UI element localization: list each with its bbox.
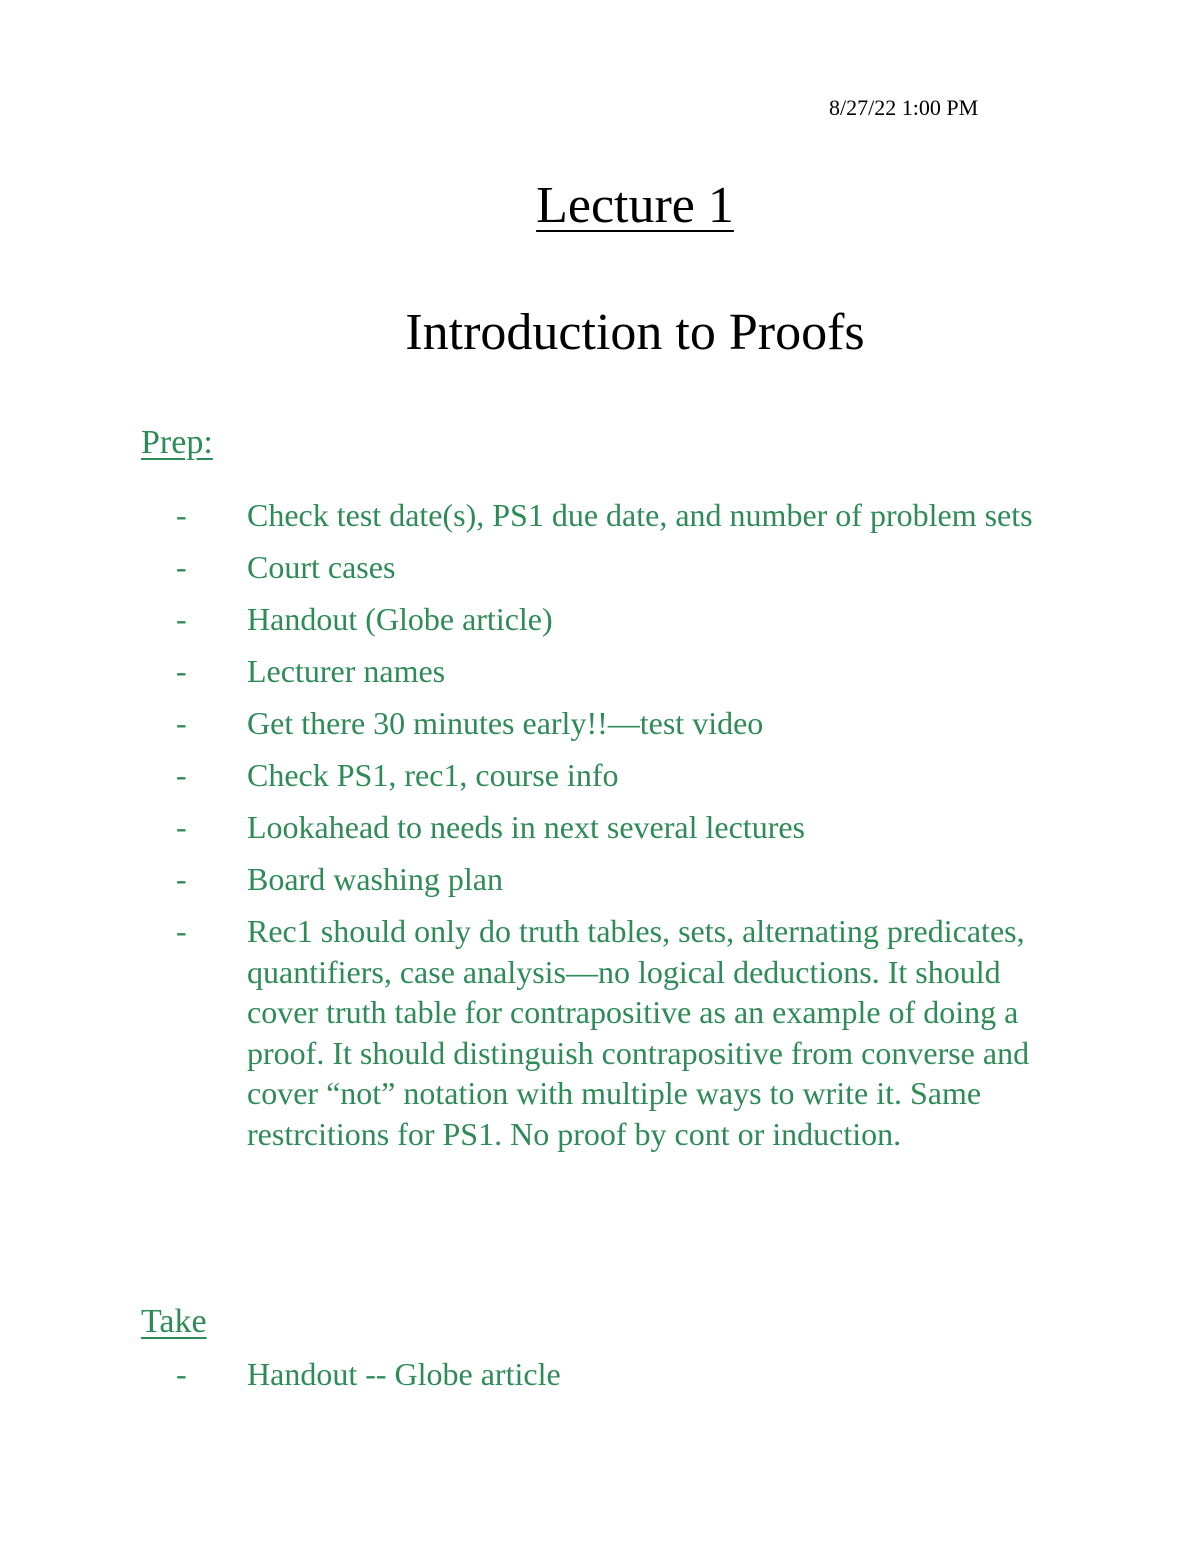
list-item <box>0 651 1077 692</box>
bullet-dash: - <box>176 705 187 741</box>
list-item-text: Get there 30 minutes early!!—test video <box>247 705 764 741</box>
list-item <box>0 755 1077 796</box>
bullet-dash: - <box>176 757 187 793</box>
list-item-text: Check PS1, rec1, course info <box>247 757 619 793</box>
page-title-text: Lecture 1 <box>536 177 734 234</box>
list-item-text: Rec1 should only do truth tables, sets, alternating predicates, quantifiers, case analysis—no logical deductions. It should cover truth table for contrapositive as an example of doing a proof. It should distinguish contrapositive from converse and cover “not” notation with multiple ways to write it. Same restrcitions for PS1. No proof by cont or induction. <box>247 913 1030 1152</box>
bullet-dash: - <box>176 809 187 845</box>
page-subtitle: Introduction to Proofs <box>405 304 865 361</box>
list-item <box>0 911 1077 1154</box>
take-heading <box>141 1302 207 1342</box>
timestamp: 8/27/22 1:00 PM <box>829 95 979 120</box>
list-item <box>0 807 1077 848</box>
prep-heading-text: Prep: <box>141 424 213 461</box>
list-item <box>0 1354 1077 1395</box>
prep-heading <box>141 423 213 463</box>
bullet-dash: - <box>176 1356 187 1392</box>
list-item <box>0 599 1077 640</box>
list-item-text: Lecturer names <box>247 653 446 689</box>
list-item-text: Handout -- Globe article <box>247 1356 561 1392</box>
list-item <box>0 703 1077 744</box>
bullet-dash: - <box>176 861 187 897</box>
list-item-text: Check test date(s), PS1 due date, and number of problem sets <box>247 497 1033 533</box>
list-item-text: Court cases <box>247 549 396 585</box>
prep-list <box>0 495 1200 1166</box>
bullet-dash: - <box>176 653 187 689</box>
list-item <box>0 495 1077 536</box>
take-list <box>0 1354 1200 1406</box>
list-item-text: Board washing plan <box>247 861 503 897</box>
take-heading-text: Take <box>141 1303 207 1340</box>
bullet-dash: - <box>176 497 187 533</box>
page-title <box>0 175 1200 237</box>
bullet-dash: - <box>176 601 187 637</box>
list-item-text: Handout (Globe article) <box>247 601 553 637</box>
list-item <box>0 547 1077 588</box>
bullet-dash: - <box>176 549 187 585</box>
list-item <box>0 859 1077 900</box>
list-item-text: Lookahead to needs in next several lectures <box>247 809 805 845</box>
bullet-dash: - <box>176 913 187 949</box>
